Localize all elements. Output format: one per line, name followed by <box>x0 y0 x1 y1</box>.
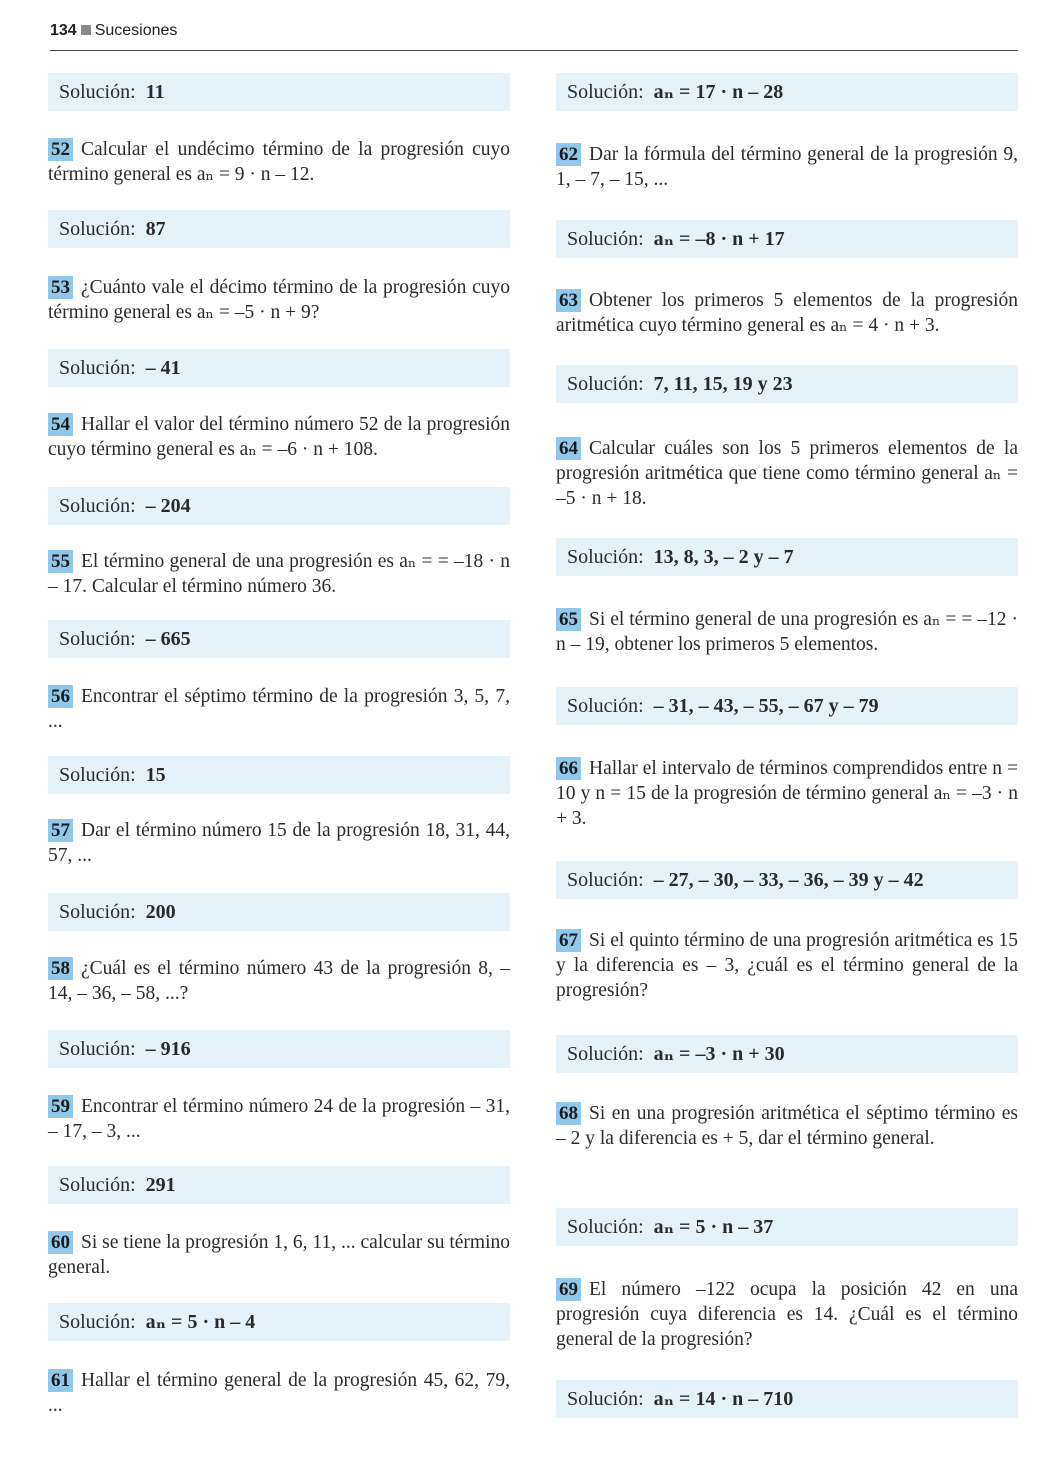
problem-item <box>48 275 510 325</box>
solution-value: 11 <box>145 81 165 103</box>
solution-value: 200 <box>145 901 176 923</box>
solution-value: – 665 <box>145 628 191 650</box>
solution-value: – 204 <box>145 495 191 517</box>
problem-text: Calcular cuáles son los 5 primeros elementos de la progresión aritmética que tiene como término general aₙ = –5 · n + 18. <box>556 438 1018 509</box>
solution-label: Solución: <box>59 81 136 103</box>
problem-text: Encontrar el séptimo término de la progresión 3, 5, 7, ... <box>48 686 510 732</box>
solution-value: 291 <box>145 1174 176 1196</box>
problem-number: 69 <box>556 1278 581 1301</box>
solution-box <box>48 73 510 111</box>
problem-item <box>48 412 510 462</box>
solution-box <box>48 349 510 387</box>
problem-item <box>48 137 510 187</box>
solution-box <box>48 756 510 794</box>
problem-text: Hallar el término general de la progresión 45, 62, 79, ... <box>48 1370 510 1416</box>
problem-item <box>48 1094 510 1144</box>
problem-text: Calcular el undécimo término de la progresión cuyo término general es aₙ = 9 · n – 12. <box>48 139 510 185</box>
problem-number: 60 <box>48 1231 73 1254</box>
solution-label: Solución: <box>59 1038 136 1060</box>
problem-text: Si se tiene la progresión 1, 6, 11, ... calcular su término general. <box>48 1232 510 1278</box>
solution-label: Solución: <box>567 695 644 717</box>
solution-value: 15 <box>145 764 166 786</box>
problem-number: 68 <box>556 1102 581 1125</box>
solution-box <box>556 365 1018 403</box>
problem-text: Dar el término número 15 de la progresión 18, 31, 44, 57, ... <box>48 820 510 866</box>
solution-value: 87 <box>145 218 166 240</box>
solution-label: Solución: <box>59 901 136 923</box>
solution-box <box>556 1208 1018 1246</box>
problem-number: 57 <box>48 819 73 842</box>
solution-label: Solución: <box>567 546 644 568</box>
problem-number: 66 <box>556 757 581 780</box>
problem-number: 64 <box>556 437 581 460</box>
problem-text: Si el quinto término de una progresión aritmética es 15 y la diferencia es – 3, ¿cuál es el término general de la progresión? <box>556 930 1018 1001</box>
solution-value: – 916 <box>145 1038 191 1060</box>
problem-number: 55 <box>48 550 73 573</box>
problem-text: El término general de una progresión es aₙ = = –18 · n – 17. Calcular el término número 36. <box>48 551 510 597</box>
problem-number: 54 <box>48 413 73 436</box>
solution-label: Solución: <box>567 869 644 891</box>
problem-text: El número –122 ocupa la posición 42 en una progresión cuya diferencia es 14. ¿Cuál es el término general de la progresión? <box>556 1279 1018 1350</box>
problem-text: ¿Cuál es el término número 43 de la progresión 8, – 14, – 36, – 58, ...? <box>48 958 510 1004</box>
solution-label: Solución: <box>59 357 136 379</box>
problem-item <box>556 607 1018 657</box>
solution-label: Solución: <box>567 373 644 395</box>
solution-value: aₙ = 14 · n – 710 <box>653 1388 794 1410</box>
problem-item <box>556 436 1018 511</box>
problem-number: 67 <box>556 929 581 952</box>
problem-item <box>48 818 510 868</box>
problem-text: Hallar el intervalo de términos comprendidos entre n = 10 y n = 15 de la progresión de término general aₙ = –3 · n + 3. <box>556 758 1018 829</box>
problem-item <box>556 928 1018 1003</box>
solution-label: Solución: <box>567 228 644 250</box>
problem-number: 53 <box>48 276 73 299</box>
problem-text: ¿Cuánto vale el décimo término de la progresión cuyo término general es aₙ = –5 · n + 9? <box>48 277 510 323</box>
problem-item <box>48 1368 510 1418</box>
solution-box <box>48 893 510 931</box>
problem-number: 59 <box>48 1095 73 1118</box>
problem-text: Si en una progresión aritmética el séptimo término es – 2 y la diferencia es + 5, dar el término general. <box>556 1103 1018 1149</box>
solution-box <box>556 861 1018 899</box>
solution-box <box>556 538 1018 576</box>
problem-item <box>556 288 1018 338</box>
solution-box <box>556 1035 1018 1073</box>
problem-item <box>556 142 1018 192</box>
problem-item <box>556 756 1018 831</box>
page-number: 134 <box>50 22 77 39</box>
solution-value: – 41 <box>145 357 181 379</box>
square-bullet-icon <box>81 25 91 35</box>
problem-text: Si el término general de una progresión es aₙ = = –12 · n – 19, obtener los primeros 5 elementos. <box>556 609 1018 655</box>
solution-label: Solución: <box>567 81 644 103</box>
solution-label: Solución: <box>59 628 136 650</box>
problem-item <box>556 1277 1018 1352</box>
solution-label: Solución: <box>59 1311 136 1333</box>
solution-label: Solución: <box>59 1174 136 1196</box>
solution-label: Solución: <box>59 764 136 786</box>
problem-item <box>48 684 510 734</box>
solution-box <box>48 1030 510 1068</box>
problem-item <box>48 1230 510 1280</box>
problem-number: 63 <box>556 289 581 312</box>
solution-label: Solución: <box>567 1043 644 1065</box>
solution-value: 13, 8, 3, – 2 y – 7 <box>653 546 794 568</box>
problem-number: 65 <box>556 608 581 631</box>
solution-value: – 27, – 30, – 33, – 36, – 39 y – 42 <box>653 869 924 891</box>
section-title: Sucesiones <box>94 22 178 39</box>
solution-value: aₙ = 5 · n – 37 <box>653 1216 774 1238</box>
problem-item <box>48 956 510 1006</box>
problem-number: 61 <box>48 1369 73 1392</box>
solution-label: Solución: <box>59 495 136 517</box>
solution-label: Solución: <box>567 1216 644 1238</box>
solution-value: aₙ = –8 · n + 17 <box>653 228 785 250</box>
solution-box <box>556 220 1018 258</box>
solution-box <box>48 620 510 658</box>
solution-box <box>48 487 510 525</box>
problem-text: Encontrar el término número 24 de la progresión – 31, – 17, – 3, ... <box>48 1096 510 1142</box>
solution-box <box>556 1380 1018 1418</box>
solution-value: aₙ = 5 · n – 4 <box>145 1311 256 1333</box>
problem-item <box>48 549 510 599</box>
solution-box <box>556 687 1018 725</box>
problem-text: Dar la fórmula del término general de la progresión 9, 1, – 7, – 15, ... <box>556 144 1018 190</box>
problem-number: 58 <box>48 957 73 980</box>
solution-value: aₙ = –3 · n + 30 <box>653 1043 785 1065</box>
solution-value: – 31, – 43, – 55, – 67 y – 79 <box>653 695 879 717</box>
problem-number: 56 <box>48 685 73 708</box>
solution-value: aₙ = 17 · n – 28 <box>653 81 784 103</box>
page-header <box>50 22 1018 51</box>
problem-item <box>556 1101 1018 1151</box>
solution-box <box>48 1303 510 1341</box>
solution-label: Solución: <box>567 1388 644 1410</box>
solution-box <box>556 73 1018 111</box>
problem-number: 62 <box>556 143 581 166</box>
solution-box <box>48 1166 510 1204</box>
problem-number: 52 <box>48 138 73 161</box>
solution-label: Solución: <box>59 218 136 240</box>
solution-value: 7, 11, 15, 19 y 23 <box>653 373 793 395</box>
problem-text: Obtener los primeros 5 elementos de la progresión aritmética cuyo término general es aₙ = 4 · n + 3. <box>556 290 1018 336</box>
problem-text: Hallar el valor del término número 52 de la progresión cuyo término general es aₙ = –6 · n + 108. <box>48 414 510 460</box>
solution-box <box>48 210 510 248</box>
